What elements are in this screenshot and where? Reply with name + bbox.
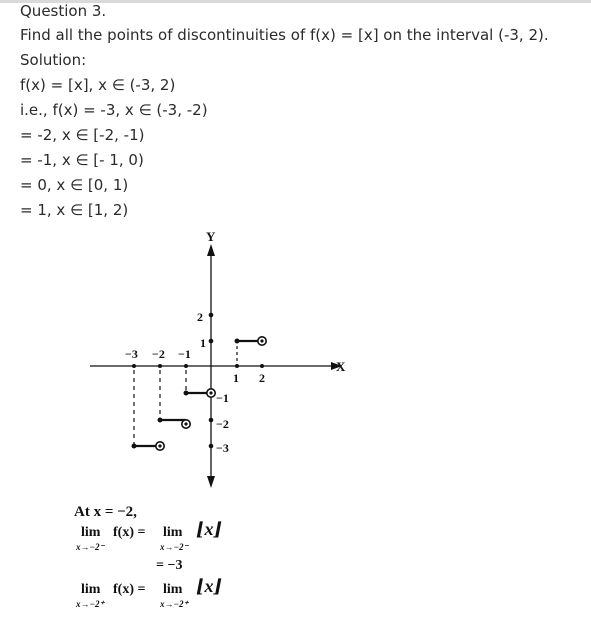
floor-expression: ⌊x⌋ xyxy=(196,519,223,539)
y-axis-arrow-up-icon xyxy=(207,244,215,256)
right-limit-subscript: x→−2⁺ xyxy=(160,599,189,609)
open-endpoint-center xyxy=(158,444,161,447)
left-limit-subscript: x→−2⁻ xyxy=(76,542,105,552)
x-tick-label: −1 xyxy=(178,347,191,361)
x-tick-mark xyxy=(158,364,162,368)
function-expression: f(x) = xyxy=(113,582,146,597)
limit-intro: At x = −2, xyxy=(74,504,137,520)
open-endpoint-center xyxy=(184,422,187,425)
floor-function-graph xyxy=(80,225,360,495)
open-endpoint-center xyxy=(260,339,263,342)
solution-line: = 0, x ∈ [0, 1) xyxy=(20,176,129,194)
lim-word: lim xyxy=(163,525,183,540)
limit-result: = −3 xyxy=(156,558,183,573)
solution-line: f(x) = [x], x ∈ (-3, 2) xyxy=(20,76,176,94)
function-expression: f(x) = xyxy=(113,525,146,540)
x-tick-label: −3 xyxy=(125,347,138,361)
y-tick-mark xyxy=(209,339,214,344)
x-tick-mark xyxy=(132,364,136,368)
y-tick-label: −1 xyxy=(216,391,229,405)
right-limit-subscript: x→−2⁺ xyxy=(76,599,105,609)
y-tick-mark xyxy=(209,418,214,423)
solution-line: = -1, x ∈ [- 1, 0) xyxy=(20,151,144,169)
y-tick-mark xyxy=(209,313,214,318)
left-limit-subscript: x→−2⁻ xyxy=(160,542,189,552)
x-tick-label: −2 xyxy=(152,347,165,361)
y-axis-arrow-down-icon xyxy=(207,476,215,488)
x-tick-label: 2 xyxy=(259,371,265,385)
solution-line: = -2, x ∈ [-2, -1) xyxy=(20,126,145,144)
lim-word: lim xyxy=(163,582,183,597)
y-tick-label: −3 xyxy=(216,441,229,455)
y-tick-mark xyxy=(209,444,214,449)
y-tick-label: 1 xyxy=(200,336,206,350)
solution-line: i.e., f(x) = -3, x ∈ (-3, -2) xyxy=(20,101,208,119)
closed-endpoint xyxy=(132,444,137,449)
x-tick-label: 1 xyxy=(233,371,239,385)
x-tick-mark xyxy=(184,364,188,368)
floor-expression: ⌊x⌋ xyxy=(196,576,223,596)
x-axis-label: X xyxy=(336,359,346,374)
lim-word: lim xyxy=(81,582,101,597)
y-tick-label: 2 xyxy=(197,310,203,324)
lim-word: lim xyxy=(81,525,101,540)
question-title: Question 3. xyxy=(20,2,107,20)
x-tick-mark xyxy=(260,364,264,368)
x-tick-mark xyxy=(235,364,239,368)
y-axis-label: Y xyxy=(206,229,216,244)
y-tick-label: −2 xyxy=(216,417,229,431)
closed-endpoint xyxy=(158,418,163,423)
solution-line: = 1, x ∈ [1, 2) xyxy=(20,201,129,219)
closed-endpoint xyxy=(184,391,189,396)
closed-endpoint xyxy=(235,339,240,344)
solution-heading: Solution: xyxy=(20,51,87,69)
question-text: Find all the points of discontinuities of f(x) = [x] on the interval (-3, 2). xyxy=(20,26,549,44)
open-endpoint-center xyxy=(209,391,212,394)
